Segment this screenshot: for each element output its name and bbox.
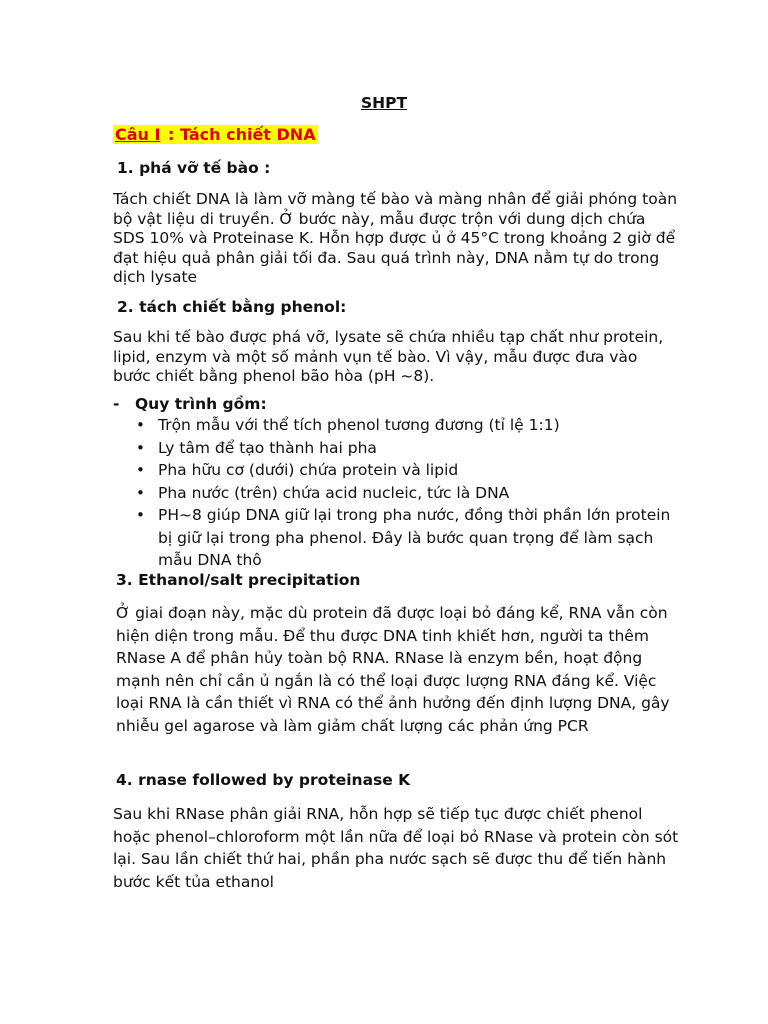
section-2-heading: 2. tách chiết bằng phenol: xyxy=(117,298,347,316)
list-item xyxy=(113,482,685,505)
section-4-body: Sau khi RNase phân giải RNA, hỗn hợp sẽ tiếp tục được chiết phenol hoặc phenol–chloroform một lần nữa để loại bỏ RNase và protein còn sót lại. Sau lần chiết thứ hai, phần pha nước sạch sẽ được thu để tiến hành bước kết tủa ethanol xyxy=(113,805,679,891)
chapter-label: Câu I xyxy=(115,125,161,144)
list-item-text: Pha hữu cơ (dưới) chứa protein và lipid xyxy=(158,461,459,479)
section-1-body: Tách chiết DNA là làm vỡ màng tế bào và màng nhân để giải phóng toàn bộ vật liệu di truyền. Ở bước này, mẫu được trộn với dung dịch chứa SDS 10% và Proteinase K. Hỗn hợp được ủ ở 45°C trong khoảng 2 giờ để đạt hiệu quả phân giải tối đa. Sau quá trình này, DNA nằm tự do trong dịch lysate xyxy=(113,190,678,286)
chapter-text: : Tách chiết DNA xyxy=(162,125,316,144)
list-item-text: PH~8 giúp DNA giữ lại trong pha nước, đồng thời phần lớn protein bị giữ lại trong pha phenol. Đây là bước quan trọng để làm sạch mẫu DNA thô xyxy=(158,506,671,569)
section-2-body: Sau khi tế bào được phá vỡ, lysate sẽ chứa nhiều tạp chất như protein, lipid, enzym và một số mảnh vụn tế bào. Vì vậy, mẫu được đưa vào bước chiết bằng phenol bão hòa (pH ~8). xyxy=(113,328,664,385)
steps-heading-text: Quy trình gồm: xyxy=(135,395,267,413)
section-3-body: Ở giai đoạn này, mặc dù protein đã được loại bỏ đáng kể, RNA vẫn còn hiện diện trong mẫu. Để thu được DNA tinh khiết hơn, người ta thêm RNase A để phân hủy toàn bộ RNA. RNase là enzym bền, hoạt động mạnh nên chỉ cần ủ ngắn là có thể loại được lượng RNA đáng kể. Việc loại RNA là cần thiết vì RNA có thể ảnh hưởng đến định lượng DNA, gây nhiễu gel agarose và làm giảm chất lượng các phản ứng PCR xyxy=(116,604,670,735)
list-item-text: Ly tâm để tạo thành hai pha xyxy=(158,438,377,457)
list-item xyxy=(113,414,685,437)
bullet-icon: • xyxy=(136,461,145,479)
bullet-icon: • xyxy=(136,416,145,434)
steps-list xyxy=(113,414,685,572)
list-item xyxy=(113,504,685,572)
section-4-heading: 4. rnase followed by proteinase K xyxy=(116,771,411,789)
document-title: SHPT xyxy=(360,94,408,112)
list-item-text: Pha nước (trên) chứa acid nucleic, tức là DNA xyxy=(158,483,510,502)
bullet-icon: • xyxy=(136,438,145,457)
bullet-icon: • xyxy=(136,506,145,524)
section-1-heading: 1. phá vỡ tế bào : xyxy=(117,159,271,177)
list-item-text: Trộn mẫu với thể tích phenol tương đương (tỉ lệ 1:1) xyxy=(158,416,560,434)
list-item xyxy=(113,437,685,460)
section-3-heading: 3. Ethanol/salt precipitation xyxy=(116,571,361,589)
steps-dash: - xyxy=(113,395,120,413)
bullet-icon: • xyxy=(136,483,145,502)
chapter-heading xyxy=(113,125,318,144)
list-item xyxy=(113,459,685,482)
steps-heading xyxy=(113,395,267,413)
